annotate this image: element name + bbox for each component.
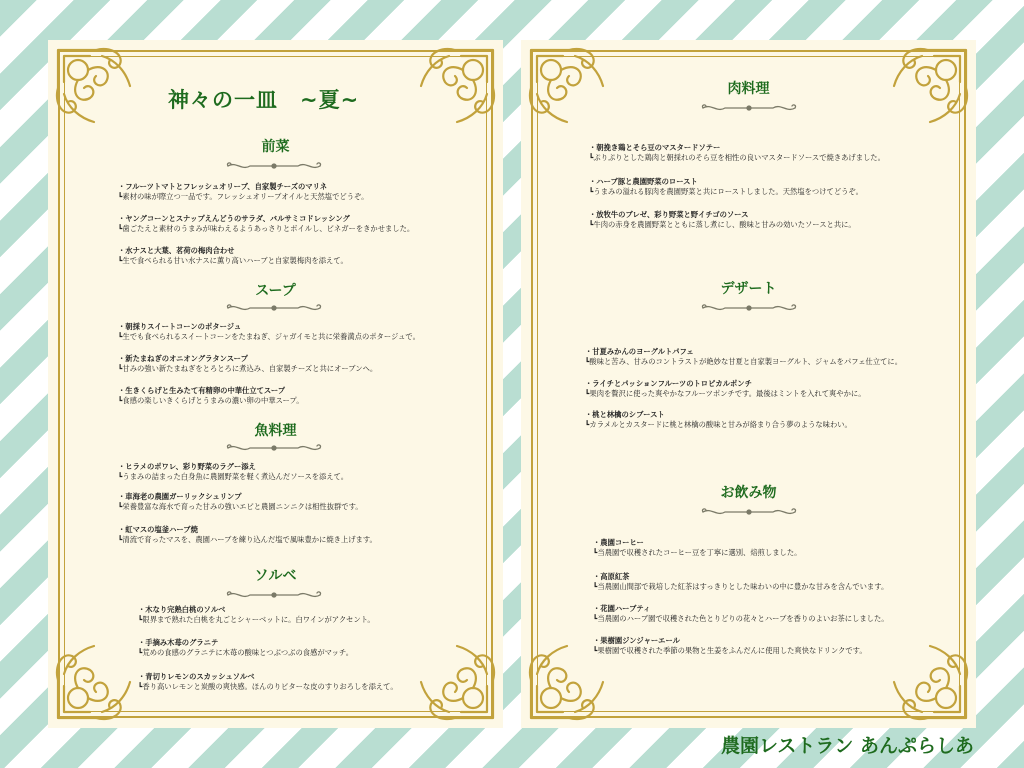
corner-ornament-icon xyxy=(50,42,136,128)
menu-page-right xyxy=(521,40,976,728)
menu-item: ・放牧牛のブレゼ、彩り野菜と野イチゴのソース ┗牛肉の赤身を農園野菜とともに蒸し煮にし、酸味と甘みの効いたソースと共に。 xyxy=(589,210,856,229)
flourish-divider-icon xyxy=(699,102,799,114)
menu-item: ・水ナスと大葉、茗荷の梅肉合わせ ┗生で食べられる甘い水ナスに薫り高いハーブと自家製梅肉を添えて。 xyxy=(118,246,348,265)
menu-page-left xyxy=(48,40,503,728)
section-heading-soup: スープ xyxy=(255,283,296,299)
menu-item: ・木なり完熟白桃のソルベ ┗限界まで熟れた白桃を丸ごとシャーベットに。白ワインがアクセント。 xyxy=(138,605,375,624)
menu-item: ・青切りレモンのスカッシュソルベ ┗香り高いレモンと炭酸の爽快感。ほんのりビターな皮のすりおろしを添えて。 xyxy=(138,672,398,691)
menu-item: ・手摘み木苺のグラニテ ┗荒めの食感のグラニテに木苺の酸味とつぶつぶの食感がマッチ。 xyxy=(138,638,354,657)
corner-ornament-icon xyxy=(50,640,136,726)
section-heading-drinks: お飲み物 xyxy=(720,485,777,501)
flourish-divider-icon xyxy=(224,442,324,454)
menu-item: ・ヤングコーンとスナップえんどうのサラダ、バルサミコドレッシング ┗歯ごたえと素材のうまみが味わえるようあっさりとボイルし、ビネガーをきかせました。 xyxy=(118,214,415,233)
corner-ornament-icon xyxy=(415,42,501,128)
flourish-divider-icon xyxy=(699,302,799,314)
section-heading-appetizer: 前菜 xyxy=(261,139,290,155)
menu-item: ・新たまねぎのオニオングラタンスープ ┗甘みの強い新たまねぎをとろとろに煮込み、自家製チーズと共にオーブンへ。 xyxy=(118,354,378,373)
menu-item: ・桃と林檎のシブースト ┗カラメルとカスタードに桃と林檎の酸味と甘みが絡まり合う夢のような味わい。 xyxy=(585,410,852,429)
flourish-divider-icon xyxy=(699,506,799,518)
flourish-divider-icon xyxy=(224,589,324,601)
corner-ornament-icon xyxy=(415,640,501,726)
menu-item: ・ヒラメのポワレ、彩り野菜のラグー添え ┗うまみの詰まった白身魚に農園野菜を軽く煮込んだソースを添えて。 xyxy=(118,462,349,481)
menu-item: ・高原紅茶 ┗当農園山間部で栽培した紅茶はすっきりとした味わいの中に豊かな甘みを含んでいます。 xyxy=(593,572,889,591)
menu-item: ・朝採りスイートコーンのポタージュ ┗生でも食べられるスイートコーンをたまねぎ、ジャガイモと共に栄養満点のポタージュで。 xyxy=(118,322,420,341)
menu-item: ・朝挽き鶏とそら豆のマスタードソテー ┗ぷりぷりとした鶏肉と朝採れのそら豆を相性の良いマスタードソースで焼きあげました。 xyxy=(589,143,885,162)
menu-item: ・甘夏みかんのヨーグルトパフェ ┗酸味と苦み、甘みのコントラストが絶妙な甘夏と自家製ヨーグルト、ジャムをパフェ仕立てに。 xyxy=(585,347,902,366)
corner-ornament-icon xyxy=(888,640,974,726)
section-heading-sorbet: ソルベ xyxy=(254,568,297,584)
flourish-divider-icon xyxy=(224,160,324,172)
menu-item: ・虹マスの塩釜ハーブ焼 ┗清流で育ったマスを、農園ハーブを練り込んだ塩で風味豊かに焼き上げます。 xyxy=(118,525,377,544)
menu-item: ・生きくらげと生みたて有精卵の中華仕立てスープ ┗食感の楽しいきくらげとうまみの濃い卵の中華スープ。 xyxy=(118,386,304,405)
menu-item: ・ライチとパッションフルーツのトロピカルポンチ ┗果肉を贅沢に使った爽やかなフルーツポンチです。最後はミントを入れて爽やかに。 xyxy=(585,379,866,398)
section-heading-meat: 肉料理 xyxy=(727,81,770,97)
restaurant-brand-name: 農園レストラン あんぷらしあ xyxy=(720,735,974,757)
menu-item: ・果樹園ジンジャーエール ┗果樹園で収穫された季節の果物と生姜をふんだんに使用した爽快なドリンクです。 xyxy=(593,636,867,655)
section-heading-dessert: デザート xyxy=(720,281,777,297)
menu-item: ・ハーブ豚と農園野菜のロースト ┗うまみの溢れる豚肉を農園野菜と共にローストしました。天然塩をつけてどうぞ。 xyxy=(589,177,863,196)
flourish-divider-icon xyxy=(224,302,324,314)
menu-item: ・車海老の農園ガーリックシュリンプ ┗栄養豊富な海水で育った甘みの強いエビと農園ニンニクは相性抜群です。 xyxy=(118,492,363,511)
menu-item: ・農園コーヒー ┗当農園で収穫されたコーヒー豆を丁寧に選別、焙煎しました。 xyxy=(593,538,802,557)
menu-item: ・花園ハーブティ ┗当農園のハーブ園で収穫された色とりどりの花々とハーブを香りのよいお茶にしました。 xyxy=(593,604,889,623)
menu-item: ・フルーツトマトとフレッシュオリーブ、自家製チーズのマリネ ┗素材の味が際立つ一品です。フレッシュオリーブオイルと天然塩でどうぞ。 xyxy=(118,182,369,201)
section-heading-fish: 魚料理 xyxy=(254,423,297,439)
menu-title: 神々の一皿 ~夏~ xyxy=(168,88,360,112)
